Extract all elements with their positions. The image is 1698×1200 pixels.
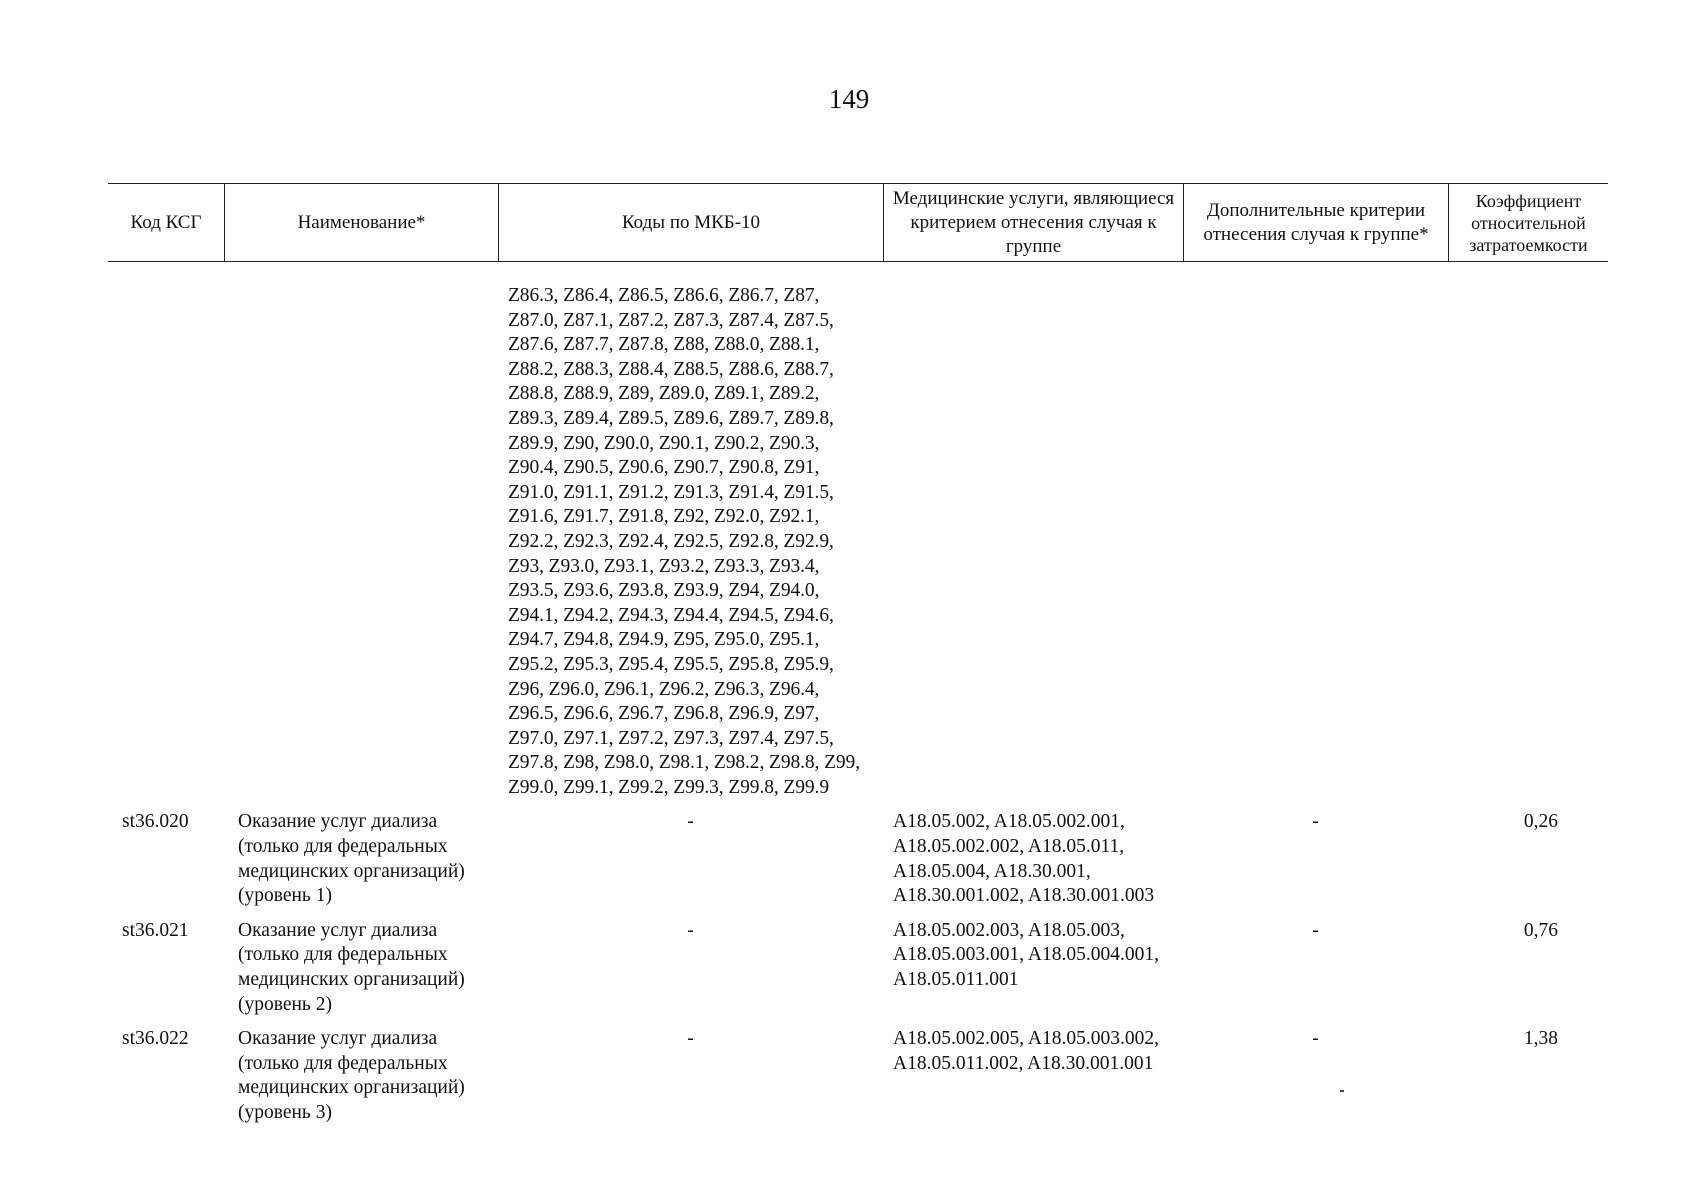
service-line: A18.05.002, A18.05.002.001, [893, 811, 1125, 833]
extra-criteria: - [1312, 1028, 1319, 1050]
mkb-code-line: Z91.0, Z91.1, Z91.2, Z91.3, Z91.4, Z91.5, [508, 481, 834, 503]
header-ksg-code: Код КСГ [130, 211, 202, 233]
mkb-code-line: Z88.2, Z88.3, Z88.4, Z88.5, Z88.6, Z88.7, [508, 358, 834, 380]
table-row [108, 919, 1608, 1017]
coefficient: 0,76 [1523, 919, 1558, 941]
ksg-name-line: (уровень 2) [238, 993, 332, 1015]
mkb-code-line: Z87.0, Z87.1, Z87.2, Z87.3, Z87.4, Z87.5, [508, 309, 834, 331]
mkb-code-line: Z90.4, Z90.5, Z90.6, Z90.7, Z90.8, Z91, [508, 457, 820, 479]
service-line: A18.05.011.001 [893, 969, 1019, 991]
medical-services [883, 919, 1183, 1017]
ksg-name-line: (только для федеральных [238, 1052, 448, 1074]
mkb-code-line: Z97.8, Z98, Z98.0, Z98.1, Z98.2, Z98.8, Z99, [508, 752, 860, 774]
mkb-code-line: Z86.3, Z86.4, Z86.5, Z86.6, Z86.7, Z87, [508, 285, 820, 306]
ksg-name-line: (уровень 3) [238, 1102, 332, 1123]
mkb-codes: - [687, 811, 694, 833]
service-line: A18.05.002.005, A18.05.003.002, [893, 1028, 1159, 1050]
medical-services [883, 810, 1183, 908]
medical-services [883, 1027, 1183, 1125]
mkb-code-line: Z94.1, Z94.2, Z94.3, Z94.4, Z94.5, Z94.6, [508, 604, 834, 626]
header-name: Наименование* [224, 184, 498, 261]
mkb-code-line: Z97.0, Z97.1, Z97.2, Z97.3, Z97.4, Z97.5, [508, 727, 834, 749]
ksg-name-line: Оказание услуг диализа [238, 919, 438, 941]
ksg-name-line: (только для федеральных [238, 836, 448, 858]
mkb-code-line: Z95.2, Z95.3, Z95.4, Z95.5, Z95.8, Z95.9, [508, 653, 834, 675]
ksg-code: st36.022 [122, 1028, 189, 1050]
empty-cell [224, 284, 498, 800]
mkb-code-line: Z91.6, Z91.7, Z91.8, Z92, Z92.0, Z92.1, [508, 506, 820, 528]
ksg-code: st36.020 [122, 811, 189, 833]
mkb-code-line: Z92.2, Z92.3, Z92.4, Z92.5, Z92.8, Z92.9, [508, 530, 834, 552]
ksg-name [224, 919, 498, 1017]
mkb-code-line: Z87.6, Z87.7, Z87.8, Z88, Z88.0, Z88.1, [508, 334, 820, 356]
mkb-code-line: Z96, Z96.0, Z96.1, Z96.2, Z96.3, Z96.4, [508, 678, 820, 700]
empty-cell [108, 284, 224, 800]
table-row [108, 1027, 1608, 1125]
mkb-code-line: Z89.9, Z90, Z90.0, Z90.1, Z90.2, Z90.3, [508, 432, 820, 454]
ksg-name [224, 1027, 498, 1125]
service-line: A18.05.011.002, A18.30.001.001 [893, 1052, 1154, 1074]
mkb-code-line: Z93.5, Z93.6, Z93.8, Z93.9, Z94, Z94.0, [508, 580, 820, 602]
extra-criteria: - [1312, 919, 1319, 941]
empty-cell [883, 284, 1183, 800]
coefficient: 1,38 [1523, 1028, 1558, 1050]
ksg-table [108, 183, 1608, 1126]
page-number: 149 [828, 84, 870, 114]
ksg-name-line: (уровень 1) [238, 885, 332, 907]
header-medical-services: Медицинские услуги, являющиеся критерием отнесения случая к группе [883, 184, 1183, 261]
mkb-code-line: Z89.3, Z89.4, Z89.5, Z89.6, Z89.7, Z89.8, [508, 407, 834, 429]
mkb-codes: - [687, 1028, 694, 1050]
table-header [108, 183, 1608, 262]
empty-cell [1448, 284, 1608, 800]
ksg-name-line: Оказание услуг диализа [238, 811, 438, 833]
header-coefficient: Коэффициент относительной затратоемкости [1448, 184, 1608, 261]
ksg-name-line: (только для федеральных [238, 944, 448, 966]
ksg-name-line: медицинских организаций) [238, 1077, 465, 1099]
continuation-row [108, 284, 1608, 800]
mkb-code-line: Z88.8, Z88.9, Z89, Z89.0, Z89.1, Z89.2, [508, 383, 820, 405]
ksg-name-line: Оказание услуг диализа [238, 1028, 438, 1050]
mkb-code-line: Z99.0, Z99.1, Z99.2, Z99.3, Z99.8, Z99.9 [508, 776, 829, 798]
mkb-code-line: Z94.7, Z94.8, Z94.9, Z95, Z95.0, Z95.1, [508, 629, 820, 651]
ksg-name [224, 810, 498, 908]
table-body [108, 262, 1608, 1126]
service-line: A18.05.002.002, A18.05.011, [893, 836, 1125, 858]
extra-criteria: - [1312, 811, 1319, 833]
header-extra-criteria: Дополнительные критерии отнесения случая к группе* [1183, 184, 1448, 261]
mkb-codes: - [687, 919, 694, 941]
header-mkb-codes: Коды по МКБ-10 [498, 184, 883, 261]
table-row [108, 810, 1608, 908]
coefficient: 0,26 [1523, 811, 1558, 833]
stray-mark [1340, 1090, 1344, 1092]
mkb-code-line: Z96.5, Z96.6, Z96.7, Z96.8, Z96.9, Z97, [508, 703, 820, 725]
mkb-code-line: Z93, Z93.0, Z93.1, Z93.2, Z93.3, Z93.4, [508, 555, 820, 577]
ksg-code: st36.021 [122, 919, 189, 941]
service-line: A18.30.001.002, A18.30.001.003 [893, 885, 1155, 907]
data-rows [108, 810, 1608, 1125]
service-line: A18.05.004, A18.30.001, [893, 860, 1091, 882]
service-line: A18.05.002.003, A18.05.003, [893, 919, 1125, 941]
ksg-name-line: медицинских организаций) [238, 860, 465, 882]
service-line: A18.05.003.001, A18.05.004.001, [893, 944, 1159, 966]
empty-cell [1183, 284, 1448, 800]
mkb-codes-continuation [498, 284, 883, 800]
ksg-name-line: медицинских организаций) [238, 969, 465, 991]
